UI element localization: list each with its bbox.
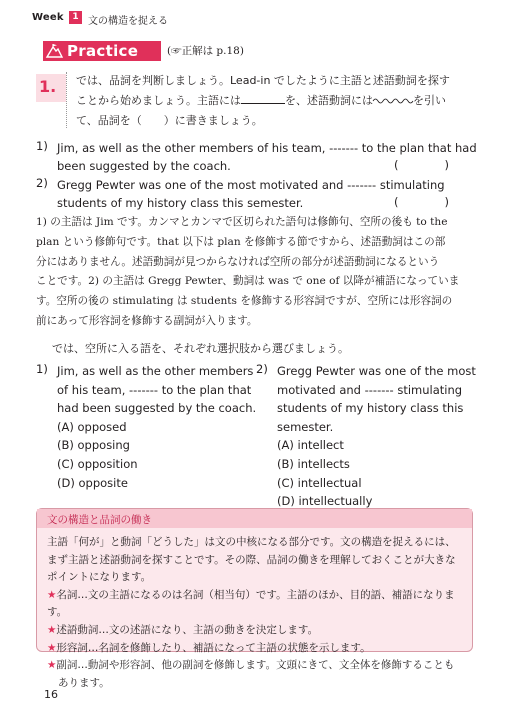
info-bullet	[47, 640, 467, 658]
week-number-badge: 1	[69, 11, 82, 24]
question-instruction	[76, 71, 476, 131]
practice-label: Practice	[67, 42, 139, 60]
option-d[interactable]: (D) opposite	[57, 475, 128, 490]
info-bullet	[47, 657, 467, 675]
explanation-line: す。空所の後の stimulating は students を修飾する形容詞ですが、空所には形容詞の	[36, 295, 453, 308]
choice-number: 2)	[256, 362, 268, 376]
option-b[interactable]: (B) intellects	[277, 456, 350, 471]
option-d[interactable]: (D) intellectually	[277, 494, 373, 509]
stem-line: semester.	[277, 419, 334, 434]
bullet-text: 副詞…動詞や形容詞、他の副詞を修飾します。文頭にきて、文全体を修飾することも	[56, 659, 455, 672]
sentence-number: 2)	[36, 176, 48, 190]
instruction-line: て、品詞を（ ）に書きましょう。	[76, 114, 263, 127]
info-intro-line: まず主語と述語動詞を探すことです。その際、品詞の働きを理解しておくことが大きな	[47, 553, 456, 566]
explanation	[36, 213, 470, 332]
answer-reference: (☞正解は p.18)	[167, 45, 244, 57]
info-box	[36, 508, 473, 689]
wavy-underline-sample	[373, 97, 413, 105]
instruction-text: を、述語動詞には	[285, 94, 373, 107]
explanation-line: 前にあって形容詞を修飾する副詞が入ります。	[36, 314, 258, 327]
week-label: Week	[32, 12, 64, 23]
chapter-title: 文の構造を捉える	[88, 16, 168, 27]
underline-sample	[241, 93, 285, 104]
info-box-body	[47, 534, 467, 692]
choice-number: 1)	[36, 362, 48, 376]
option-a[interactable]: (A) intellect	[277, 438, 344, 453]
explanation-line: plan という修飾句です。that 以下は plan を修飾する節ですから、述語動詞はこの部	[36, 235, 446, 248]
sentence-line: Jim, as well as the other members of his team, ------- to the plan that had	[57, 141, 477, 155]
star-icon: ★	[47, 623, 57, 636]
dotted-divider	[66, 72, 69, 128]
sentence-line: Gregg Pewter was one of the most motivated and ------- stimulating	[57, 178, 445, 192]
explanation-line: 1) の主語は Jim です。カンマとカンマで区切られた語句は修飾句、空所の後も to the	[36, 216, 448, 228]
answer-blank[interactable]: ( )	[394, 195, 449, 209]
star-icon: ★	[47, 588, 57, 601]
option-b[interactable]: (B) opposing	[57, 438, 130, 453]
option-c[interactable]: (C) opposition	[57, 456, 138, 471]
explanation-line: ことです。2) の主語は Gregg Pewter、動詞は was で one of 以降が補語になっていま	[36, 275, 460, 288]
instruction-text: を引い	[413, 94, 446, 107]
question-number-box	[36, 74, 66, 102]
info-box-header	[37, 509, 472, 528]
sentence-line: students of my history class this semester.	[57, 196, 304, 210]
explanation-line: 分にはありません。述語動詞が見つからなければ空所の部分が述語動詞になるという	[36, 255, 440, 268]
info-bullet	[47, 587, 467, 622]
info-box-title: 文の構造と品詞の働き	[47, 514, 152, 526]
star-icon: ★	[47, 641, 57, 654]
instruction-line	[76, 91, 476, 111]
instruction-line: では、品詞を判断しましょう。Lead-in でしたように主語と述語動詞を探す	[76, 74, 450, 87]
bullet-text: 名詞…文の主語になるのは名詞（相当句）です。主語のほか、目的語、補語になります。	[47, 588, 455, 619]
instruction-text: ことから始めましょう。主語には	[76, 94, 241, 107]
stem-line: motivated and ------- stimulating	[277, 382, 463, 397]
option-a[interactable]: (A) opposed	[57, 419, 127, 434]
bullet-continuation: あります。	[58, 676, 110, 689]
stem-line: of his team, ------- to the plan that	[57, 382, 252, 397]
sentence-line: been suggested by the coach.	[57, 159, 231, 173]
info-bullet	[47, 622, 467, 640]
info-intro-line: 主語「何が」と動詞「どうした」は文の中核になる部分です。文の構造を捉えるには、	[47, 536, 456, 548]
mountain-icon	[47, 44, 62, 58]
info-intro-line: ポイントになります。	[47, 571, 152, 584]
page-number: 16	[44, 688, 58, 701]
question-number: 1.	[39, 77, 57, 96]
sentence-number: 1)	[36, 139, 48, 153]
choice-prompt: では、空所に入る語を、それぞれ選択肢から選びましょう。	[52, 342, 349, 355]
stem-line: students of my history class this	[277, 401, 464, 416]
bullet-text: 述語動詞…文の述語になり、主語の動きを決定します。	[56, 623, 319, 636]
bullet-text: 形容詞…名詞を修飾したり、補語になって主語の状態を示します。	[56, 641, 371, 654]
option-c[interactable]: (C) intellectual	[277, 475, 362, 490]
stem-line: Gregg Pewter was one of the most	[277, 364, 476, 378]
practice-badge	[43, 41, 161, 61]
stem-line: had been suggested by the coach.	[57, 401, 257, 416]
answer-blank[interactable]: ( )	[394, 158, 449, 172]
star-icon: ★	[47, 659, 57, 672]
stem-line: Jim, as well as the other members	[57, 364, 254, 378]
